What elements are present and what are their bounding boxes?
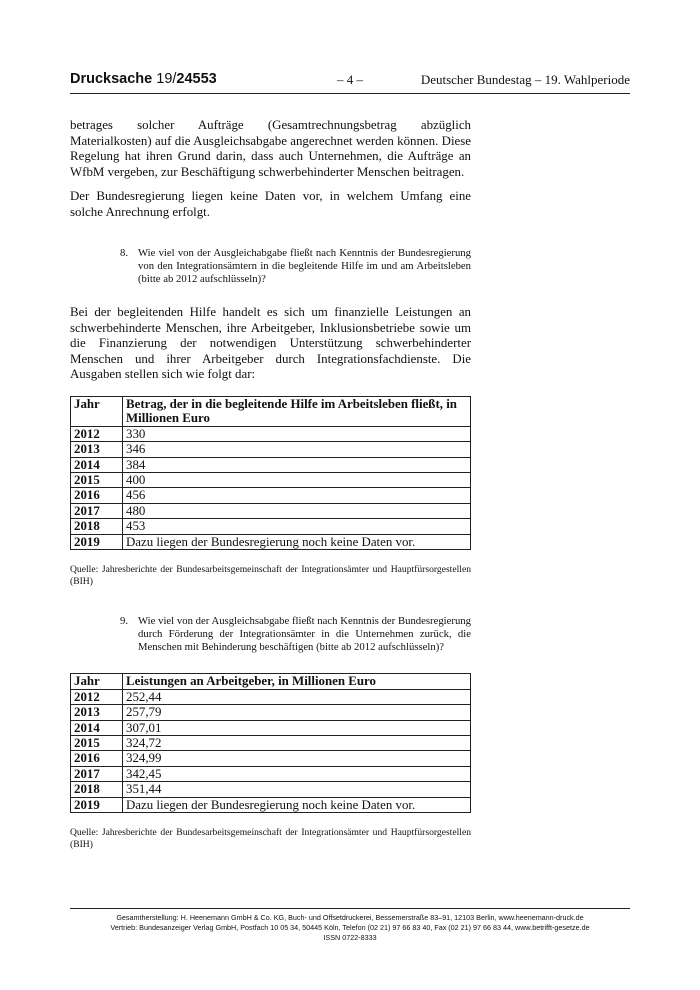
table-row: [71, 705, 471, 720]
question-9-text: Wie viel von der Ausgleichsabgabe fließt nach Kenntnis der Bundesregierung durch Förderung der Integrationsämter in die Unternehmen zurück, die Menschen mit Behinderung beschäftigen (bitte ab 2012 aufschlüsseln)?: [138, 614, 471, 653]
footer-distribution: Vertrieb: Bundesanzeiger Verlag GmbH, Postfach 10 05 34, 50445 Köln, Telefon (02 21) 97 66 83 40, Fax (02 21) 97 66 83 44, www.betrifft-gesetze.de: [110, 923, 590, 932]
table-row: [71, 472, 471, 487]
value-cell: 324,72: [123, 735, 471, 750]
year-cell: 2019: [71, 797, 123, 812]
table-row: [71, 457, 471, 472]
table-row: [71, 766, 471, 781]
table-header-row: [71, 396, 471, 426]
question-8-number: 8.: [120, 247, 129, 259]
year-cell: 2012: [71, 689, 123, 704]
paragraph-2: Der Bundesregierung liegen keine Daten vor, in welchem Umfang eine solche Anrechnung erfolgt.: [70, 189, 471, 219]
value-cell: 252,44: [123, 689, 471, 704]
page-number: – 4 –: [337, 72, 363, 87]
value-cell: 453: [123, 519, 471, 534]
year-cell: 2019: [71, 534, 123, 549]
question-8: [120, 247, 471, 285]
column-header-year: Jahr: [71, 674, 123, 689]
value-cell: 324,99: [123, 751, 471, 766]
value-cell: Dazu liegen der Bundesregierung noch keine Daten vor.: [123, 534, 471, 549]
question-8-text: Wie viel von der Ausgleichabgabe fließt nach Kenntnis der Bundesregierung von den Integrationsämtern in die begleitende Hilfe im und am Arbeitsleben (bitte ab 2012 aufschlüsseln)?: [138, 247, 471, 285]
table-leistungen-arbeitgeber: [70, 673, 471, 813]
column-header-amount: Betrag, der in die begleitende Hilfe im Arbeitsleben fließt, in Millionen Euro: [123, 396, 471, 426]
table-row: [71, 751, 471, 766]
year-cell: 2017: [71, 503, 123, 518]
table-row: [71, 426, 471, 441]
column-header-year: Jahr: [71, 396, 123, 426]
question-9: [120, 615, 471, 653]
value-cell: 330: [123, 426, 471, 441]
table-row: [71, 797, 471, 812]
footer-printer: Gesamtherstellung: H. Heenemann GmbH & Co. KG, Buch- und Offsetdruckerei, Bessemerstraße 83–91, 12103 Berlin, www.heenemann-druck.de: [116, 913, 584, 922]
page-footer: [70, 908, 630, 943]
year-cell: 2017: [71, 766, 123, 781]
source-note-1: Quelle: Jahresberichte der Bundesarbeitsgemeinschaft der Integrationsämter und Hauptfürsorgestellen (BIH): [70, 563, 471, 587]
year-cell: 2016: [71, 751, 123, 766]
value-cell: 400: [123, 472, 471, 487]
value-cell: 456: [123, 488, 471, 503]
value-cell: 480: [123, 503, 471, 518]
answer-8: Bei der begleitenden Hilfe handelt es sich um finanzielle Leistungen an schwerbehinderte Menschen, ihre Arbeitgeber, Inklusionsbetriebe sowie um die Finanzierung der notwendigen Unterstützung schwerbehinderter Menschen und ihrer Arbeitgeber durch Integrationsfachdienste. Die Ausgaben stellen sich wie folgt dar:: [70, 305, 471, 382]
year-cell: 2014: [71, 457, 123, 472]
year-cell: 2014: [71, 720, 123, 735]
value-cell: 342,45: [123, 766, 471, 781]
doc-series: 19/: [156, 71, 177, 87]
page-header: [70, 71, 630, 94]
table-header-row: [71, 674, 471, 689]
source-note-2: Quelle: Jahresberichte der Bundesarbeitsgemeinschaft der Integrationsämter und Hauptfürsorgestellen (BIH): [70, 827, 471, 850]
year-cell: 2016: [71, 488, 123, 503]
doc-number: 24553: [176, 71, 217, 87]
table-row: [71, 720, 471, 735]
year-cell: 2013: [71, 705, 123, 720]
table-row: [71, 488, 471, 503]
value-cell: 257,79: [123, 705, 471, 720]
value-cell: 346: [123, 442, 471, 457]
table-row: [71, 503, 471, 518]
year-cell: 2015: [71, 735, 123, 750]
table-row: [71, 782, 471, 797]
table-row: [71, 519, 471, 534]
value-cell: Dazu liegen der Bundesregierung noch keine Daten vor.: [123, 797, 471, 812]
value-cell: 384: [123, 457, 471, 472]
year-cell: 2018: [71, 519, 123, 534]
institution-label: Deutscher Bundestag – 19. Wahlperiode: [420, 72, 630, 87]
value-cell: 351,44: [123, 782, 471, 797]
year-cell: 2015: [71, 472, 123, 487]
question-9-number: 9.: [120, 614, 129, 627]
footer-issn: ISSN 0722-8333: [323, 933, 377, 942]
column-header-amount: Leistungen an Arbeitgeber, in Millionen Euro: [123, 674, 471, 689]
table-row: [71, 442, 471, 457]
year-cell: 2013: [71, 442, 123, 457]
year-cell: 2018: [71, 782, 123, 797]
main-content: [70, 118, 471, 851]
table-begleitende-hilfe: [70, 396, 471, 550]
value-cell: 307,01: [123, 720, 471, 735]
table-row: [71, 689, 471, 704]
table-row: [71, 735, 471, 750]
table-row: [71, 534, 471, 549]
doc-label: Drucksache: [70, 71, 153, 87]
paragraph-1: betrages solcher Aufträge (Gesamtrechnungsbetrag abzüglich Materialkosten) auf die Ausgleichsabgabe angerechnet werden können. Diese Regelung hat ihren Grund darin, dass auch Unternehmen, die Aufträge an WfbM vergeben, zur Beschäftigung schwerbehinderter Menschen beitragen.: [70, 118, 471, 179]
year-cell: 2012: [71, 426, 123, 441]
